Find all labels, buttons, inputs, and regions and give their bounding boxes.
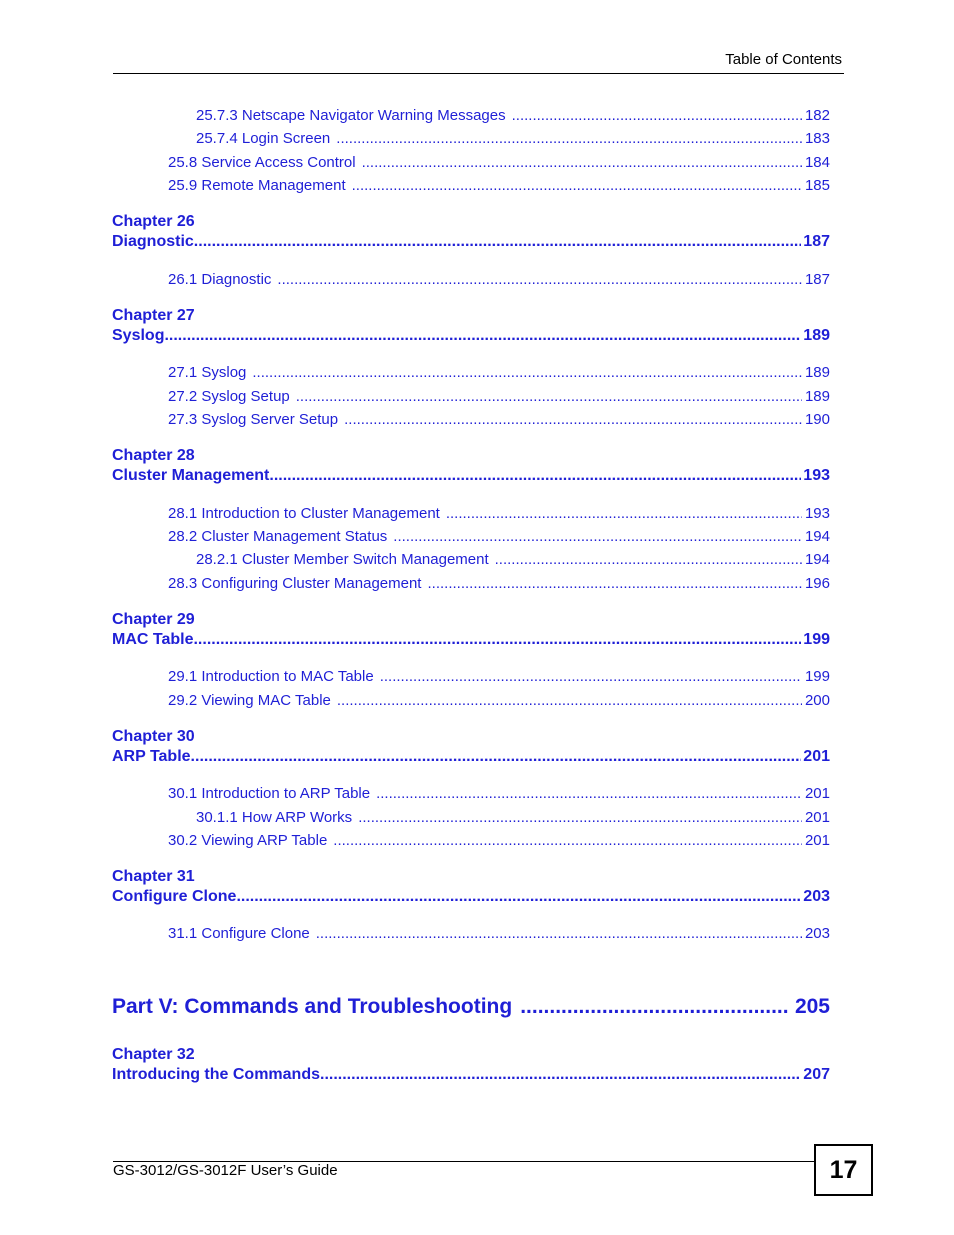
toc-entry-31-1[interactable]: 31.1 Configure Clone ..... 203	[168, 925, 830, 942]
toc-entry-27-2[interactable]: 27.2 Syslog Setup ..... 189	[168, 388, 830, 405]
toc-entry-30-2[interactable]: 30.2 Viewing ARP Table ..... 201	[168, 832, 830, 849]
chapter-29-label: Chapter 29	[112, 611, 195, 628]
chapter-27-label: Chapter 27	[112, 307, 195, 324]
toc-chapter-28[interactable]: Cluster Management ..... 193	[112, 467, 830, 485]
chapter-32-label: Chapter 32	[112, 1046, 195, 1063]
page-number-box	[814, 1144, 873, 1196]
toc-entry-30-1[interactable]: 30.1 Introduction to ARP Table ..... 201	[168, 785, 830, 802]
page-number: 17	[829, 1155, 858, 1184]
chapter-26-label: Chapter 26	[112, 213, 195, 230]
toc-entry-25-8[interactable]: 25.8 Service Access Control ..... 184	[168, 154, 830, 171]
toc-entry-28-2[interactable]: 28.2 Cluster Management Status ..... 194	[168, 528, 830, 545]
toc-entry-28-1[interactable]: 28.1 Introduction to Cluster Management ..... 193	[168, 505, 830, 522]
toc-entry-30-1-1[interactable]: 30.1.1 How ARP Works ..... 201	[196, 809, 830, 826]
toc-entry-26-1[interactable]: 26.1 Diagnostic ..... 187	[168, 271, 830, 288]
toc-entry-25-7-4[interactable]: 25.7.4 Login Screen ..... 183	[196, 130, 830, 147]
toc-chapter-29[interactable]: MAC Table ..... 199	[112, 631, 830, 649]
toc-entry-25-9[interactable]: 25.9 Remote Management ..... 185	[168, 177, 830, 194]
toc-entry-27-3[interactable]: 27.3 Syslog Server Setup ..... 190	[168, 411, 830, 428]
toc-chapter-26[interactable]: Diagnostic ..... 187	[112, 233, 830, 251]
chapter-30-label: Chapter 30	[112, 728, 195, 745]
toc-entry-28-3[interactable]: 28.3 Configuring Cluster Management ..... 196	[168, 575, 830, 592]
toc-chapter-32[interactable]: Introducing the Commands ..... 207	[112, 1066, 830, 1084]
toc-chapter-27[interactable]: Syslog ..... 189	[112, 327, 830, 345]
chapter-31-label: Chapter 31	[112, 868, 195, 885]
toc-entry-27-1[interactable]: 27.1 Syslog ..... 189	[168, 364, 830, 381]
chapter-28-label: Chapter 28	[112, 447, 195, 464]
toc-entry-25-7-3[interactable]: 25.7.3 Netscape Navigator Warning Messages ..... 182	[196, 107, 830, 124]
toc-entry-29-1[interactable]: 29.1 Introduction to MAC Table ..... 199	[168, 668, 830, 685]
toc-entry-28-2-1[interactable]: 28.2.1 Cluster Member Switch Management ..... 194	[196, 551, 830, 568]
toc-part-5[interactable]: Part V: Commands and Troubleshooting ..... 205	[112, 995, 830, 1019]
footer-guide-title: GS-3012/GS-3012F User’s Guide	[113, 1162, 338, 1179]
running-header-title: Table of Contents	[725, 51, 842, 68]
toc-entry-29-2[interactable]: 29.2 Viewing MAC Table ..... 200	[168, 692, 830, 709]
toc-chapter-31[interactable]: Configure Clone ..... 203	[112, 888, 830, 906]
toc-chapter-30[interactable]: ARP Table ..... 201	[112, 748, 830, 766]
